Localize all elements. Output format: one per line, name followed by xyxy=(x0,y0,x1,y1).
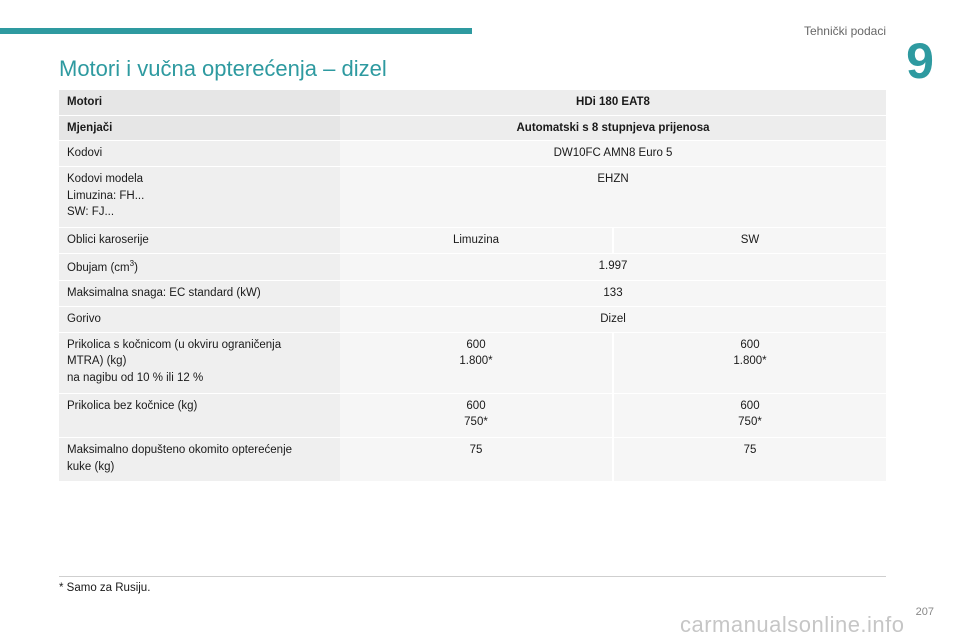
row-label: Oblici karoserije xyxy=(59,228,340,254)
row-value: Dizel xyxy=(340,306,886,332)
row-label: Mjenjači xyxy=(59,115,340,141)
row-label xyxy=(59,332,340,393)
label-line: Limuzina: FH... xyxy=(67,189,145,202)
row-value-sw: 75 xyxy=(613,437,886,481)
value-line: 600 xyxy=(466,338,486,351)
label-superscript: 3 xyxy=(129,258,135,268)
row-value-sw: SW xyxy=(613,228,886,254)
row-value-limuzina xyxy=(340,332,613,393)
row-label: Kodovi xyxy=(59,141,340,167)
row-value: EHZN xyxy=(340,167,886,228)
footnote: * Samo za Rusiju. xyxy=(59,582,151,594)
row-label xyxy=(59,167,340,228)
header-accent-bar xyxy=(0,28,472,34)
chapter-number: 9 xyxy=(906,33,934,89)
label-line: kuke (kg) xyxy=(67,460,115,473)
row-value-limuzina: Limuzina xyxy=(340,228,613,254)
value-line: 600 xyxy=(740,399,760,412)
table-row xyxy=(59,115,886,141)
label-line: SW: FJ... xyxy=(67,206,115,219)
value-line: 600 xyxy=(740,338,760,351)
table-row xyxy=(59,90,886,115)
row-value-limuzina: 75 xyxy=(340,437,613,481)
row-label xyxy=(59,437,340,481)
row-label xyxy=(59,253,340,281)
page-title: Motori i vučna opterećenja – dizel xyxy=(59,56,387,81)
label-line: MTRA) (kg) xyxy=(67,355,127,368)
label-text: Obujam (cm xyxy=(67,261,130,274)
page-number: 207 xyxy=(915,606,934,618)
label-text: ) xyxy=(134,261,138,274)
label-line: Maksimalno dopušteno okomito opterećenje xyxy=(67,443,293,456)
row-value: 133 xyxy=(340,281,886,307)
row-value-sw xyxy=(613,393,886,437)
value-line: 750* xyxy=(464,416,488,429)
row-value-sw xyxy=(613,332,886,393)
watermark: carmanualsonline.info xyxy=(680,612,905,637)
row-label: Maksimalna snaga: EC standard (kW) xyxy=(59,281,340,307)
label-line: Kodovi modela xyxy=(67,173,144,186)
value-line: 1.800* xyxy=(459,355,493,368)
section-title: Tehnički podaci xyxy=(803,24,886,38)
row-label: Motori xyxy=(59,90,340,115)
row-label: Prikolica bez kočnice (kg) xyxy=(59,393,340,437)
table-row xyxy=(59,253,886,281)
row-value: HDi 180 EAT8 xyxy=(340,90,886,115)
footnote-divider xyxy=(59,576,886,577)
row-value: Automatski s 8 stupnjeva prijenosa xyxy=(340,115,886,141)
label-line: na nagibu od 10 % ili 12 % xyxy=(67,371,204,384)
value-line: 750* xyxy=(738,416,762,429)
row-value: 1.997 xyxy=(340,253,886,281)
table-row xyxy=(59,228,886,254)
engine-spec-table xyxy=(59,90,886,482)
row-label: Gorivo xyxy=(59,306,340,332)
value-line: 1.800* xyxy=(733,355,767,368)
table-row xyxy=(59,141,886,167)
label-line: Prikolica s kočnicom (u okviru ograničenja xyxy=(67,338,282,351)
row-value-limuzina xyxy=(340,393,613,437)
table-row xyxy=(59,167,886,228)
table-row xyxy=(59,306,886,332)
table-row xyxy=(59,281,886,307)
table-row xyxy=(59,393,886,437)
table-row xyxy=(59,437,886,481)
table-row xyxy=(59,332,886,393)
row-value: DW10FC AMN8 Euro 5 xyxy=(340,141,886,167)
value-line: 600 xyxy=(466,399,486,412)
